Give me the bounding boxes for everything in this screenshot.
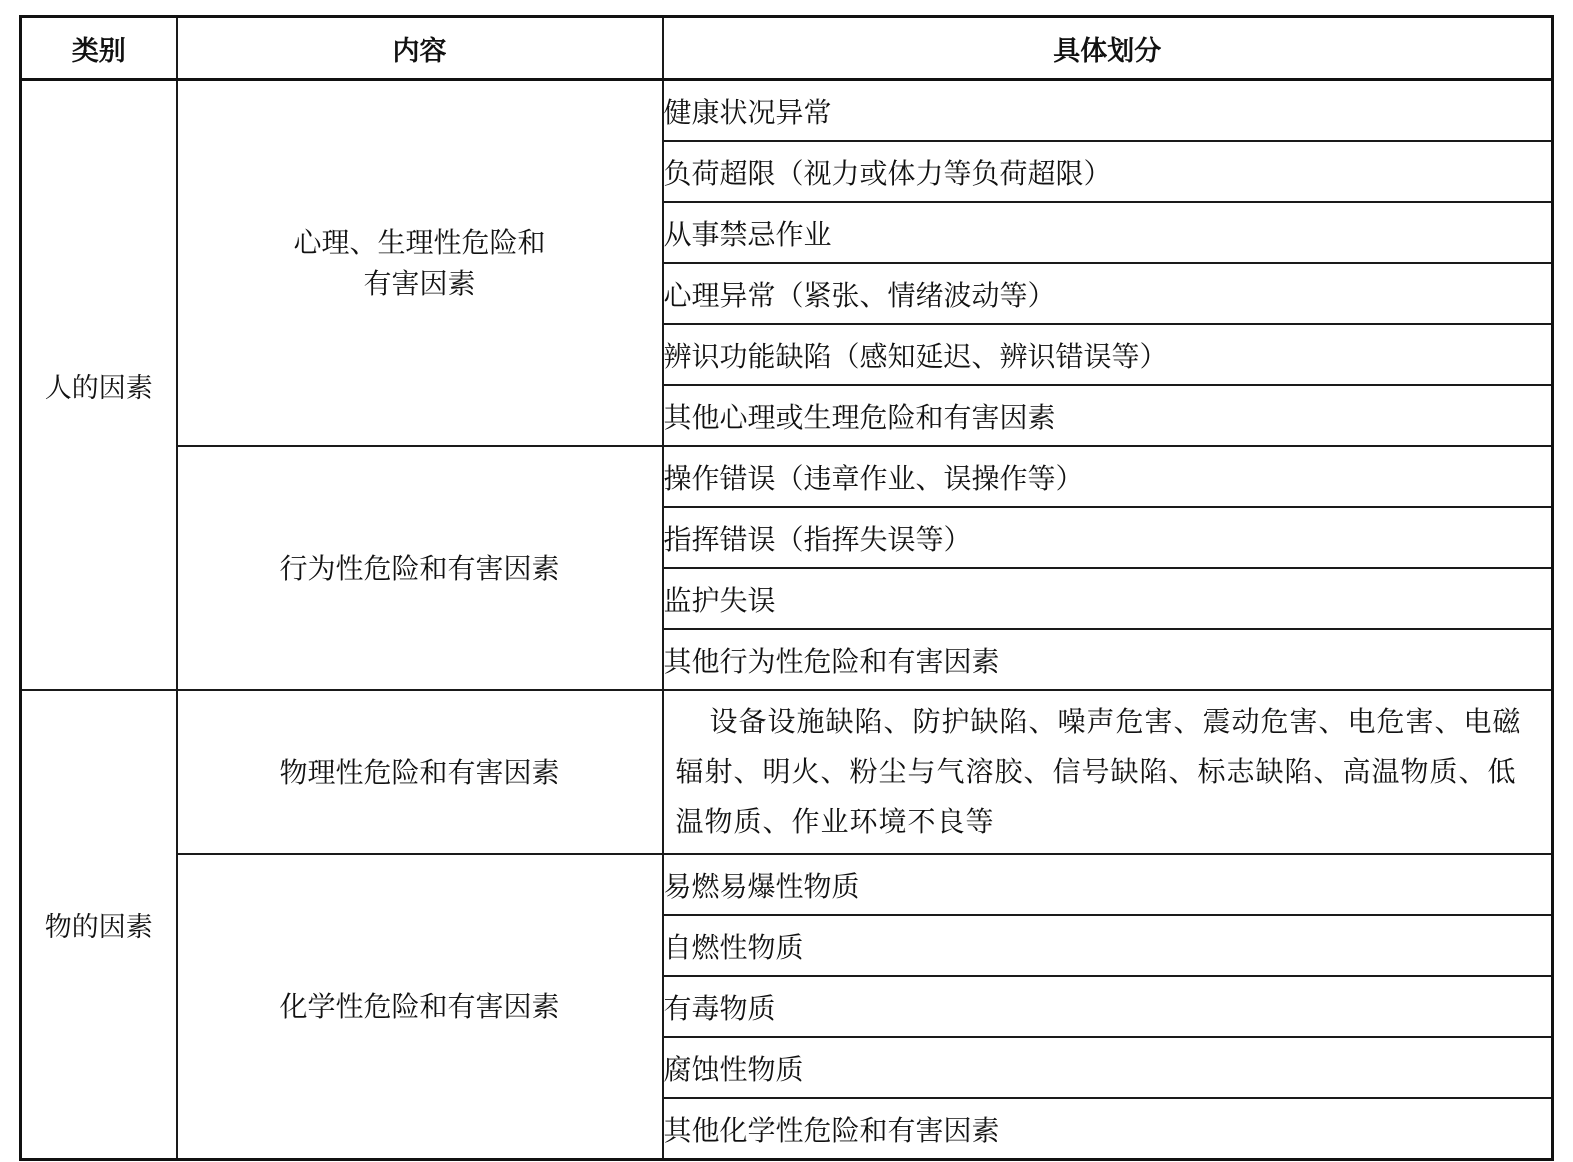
detail-item: 健康状况异常 xyxy=(663,80,1553,142)
detail-item: 指挥错误（指挥失误等） xyxy=(663,507,1553,568)
content-cell-psych xyxy=(177,80,663,447)
detail-item: 自燃性物质 xyxy=(663,915,1553,976)
header-category: 类别 xyxy=(21,17,177,80)
detail-item: 心理异常（紧张、情绪波动等） xyxy=(663,263,1553,324)
header-content: 内容 xyxy=(177,17,663,80)
table-row xyxy=(21,446,1553,507)
content-cell-physical: 物理性危险和有害因素 xyxy=(177,690,663,854)
detail-item: 辨识功能缺陷（感知延迟、辨识错误等） xyxy=(663,324,1553,385)
header-detail: 具体划分 xyxy=(663,17,1553,80)
category-cell-human: 人的因素 xyxy=(21,80,177,691)
header-row xyxy=(21,17,1553,80)
detail-item: 设备设施缺陷、防护缺陷、噪声危害、震动危害、电危害、电磁辐射、明火、粉尘与气溶胶、信号缺陷、标志缺陷、高温物质、低温物质、作业环境不良等 xyxy=(663,690,1553,854)
table-row xyxy=(21,854,1553,915)
detail-item: 操作错误（违章作业、误操作等） xyxy=(663,446,1553,507)
table-row xyxy=(21,690,1553,854)
detail-item: 其他行为性危险和有害因素 xyxy=(663,629,1553,690)
detail-item: 有毒物质 xyxy=(663,976,1553,1037)
detail-item: 负荷超限（视力或体力等负荷超限） xyxy=(663,141,1553,202)
hazard-classification-table xyxy=(19,15,1554,1161)
detail-item: 其他化学性危险和有害因素 xyxy=(663,1098,1553,1160)
content-label-line: 有害因素 xyxy=(363,267,476,300)
detail-item: 易燃易爆性物质 xyxy=(663,854,1553,915)
table-row xyxy=(21,80,1553,142)
content-label-line: 心理、生理性危险和 xyxy=(293,226,546,259)
detail-item: 腐蚀性物质 xyxy=(663,1037,1553,1098)
detail-item: 从事禁忌作业 xyxy=(663,202,1553,263)
detail-item: 其他心理或生理危险和有害因素 xyxy=(663,385,1553,446)
category-cell-object: 物的因素 xyxy=(21,690,177,1160)
detail-item: 监护失误 xyxy=(663,568,1553,629)
content-cell-chemical: 化学性危险和有害因素 xyxy=(177,854,663,1160)
content-cell-behavior: 行为性危险和有害因素 xyxy=(177,446,663,690)
